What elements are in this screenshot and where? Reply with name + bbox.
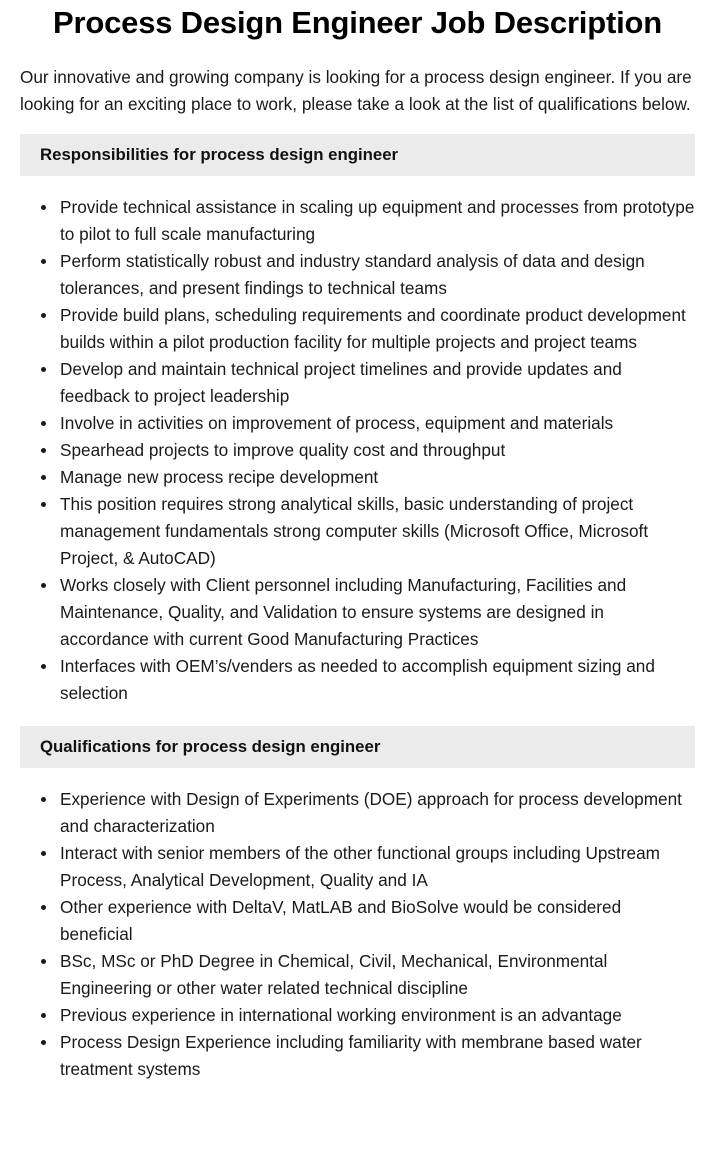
list-item — [60, 248, 695, 302]
bullet-icon — [41, 1040, 46, 1045]
list-item — [60, 356, 695, 410]
list-item-text: Process Design Experience including familiarity with membrane based water treatment systems — [60, 1032, 642, 1079]
bullet-icon — [41, 959, 46, 964]
bullet-icon — [41, 851, 46, 856]
list-item-text: Involve in activities on improvement of process, equipment and materials — [60, 413, 614, 433]
bullet-icon — [41, 367, 46, 372]
list-item-text: Manage new process recipe development — [60, 467, 379, 487]
responsibilities-list — [20, 194, 695, 707]
bullet-icon — [41, 421, 46, 426]
list-item — [60, 572, 695, 653]
bullet-icon — [41, 475, 46, 480]
list-item-text: Provide build plans, scheduling requirements and coordinate product development builds within a pilot production facility for multiple projects and project teams — [60, 305, 686, 352]
bullet-icon — [41, 583, 46, 588]
list-item-text: BSc, MSc or PhD Degree in Chemical, Civil, Mechanical, Environmental Engineering or other water related technical discipline — [60, 951, 608, 998]
list-item-text: Interfaces with OEM’s/venders as needed to accomplish equipment sizing and selection — [60, 656, 655, 703]
list-item-text: Perform statistically robust and industry standard analysis of data and design tolerances, and present findings to technical teams — [60, 251, 645, 298]
list-item-text: Works closely with Client personnel including Manufacturing, Facilities and Maintenance, Quality, and Validation to ensure systems are designed in accordance with current Good Manufacturing Practices — [60, 575, 627, 649]
list-item — [60, 786, 695, 840]
list-item-text: Other experience with DeltaV, MatLAB and BioSolve would be considered beneficial — [60, 897, 622, 944]
bullet-icon — [41, 905, 46, 910]
bullet-icon — [41, 797, 46, 802]
list-item-text: Provide technical assistance in scaling up equipment and processes from prototype to pilot to full scale manufacturing — [60, 197, 695, 244]
list-item — [60, 194, 695, 248]
list-item — [60, 840, 695, 894]
bullet-icon — [41, 259, 46, 264]
list-item — [60, 653, 695, 707]
list-item-text: Spearhead projects to improve quality cost and throughput — [60, 440, 506, 460]
list-item-text: Previous experience in international working environment is an advantage — [60, 1005, 622, 1025]
bullet-icon — [41, 1013, 46, 1018]
list-item — [60, 1002, 695, 1029]
list-item-text: This position requires strong analytical skills, basic understanding of project management fundamentals strong computer skills (Microsoft Office, Microsoft Project, & AutoCAD) — [60, 494, 649, 568]
qualifications-heading: Qualifications for process design engineer — [20, 726, 695, 768]
intro-paragraph: Our innovative and growing company is looking for a process design engineer. If you are looking for an exciting place to work, please take a look at the list of qualifications below. — [20, 67, 692, 114]
list-item-text: Interact with senior members of the other functional groups including Upstream Process, Analytical Development, Quality and IA — [60, 843, 660, 890]
qualifications-list — [20, 786, 695, 1083]
bullet-icon — [41, 664, 46, 669]
bullet-icon — [41, 313, 46, 318]
list-item — [60, 302, 695, 356]
responsibilities-heading: Responsibilities for process design engineer — [20, 134, 695, 176]
list-item — [60, 464, 695, 491]
list-item-text: Experience with Design of Experiments (DOE) approach for process development and characterization — [60, 789, 682, 836]
list-item — [60, 894, 695, 948]
list-item — [60, 437, 695, 464]
bullet-icon — [41, 448, 46, 453]
list-item — [60, 410, 695, 437]
list-item — [60, 1029, 695, 1083]
list-item — [60, 948, 695, 1002]
list-item — [60, 491, 695, 572]
list-item-text: Develop and maintain technical project timelines and provide updates and feedback to project leadership — [60, 359, 622, 406]
page-title: Process Design Engineer Job Description — [53, 5, 662, 40]
bullet-icon — [41, 205, 46, 210]
bullet-icon — [41, 502, 46, 507]
